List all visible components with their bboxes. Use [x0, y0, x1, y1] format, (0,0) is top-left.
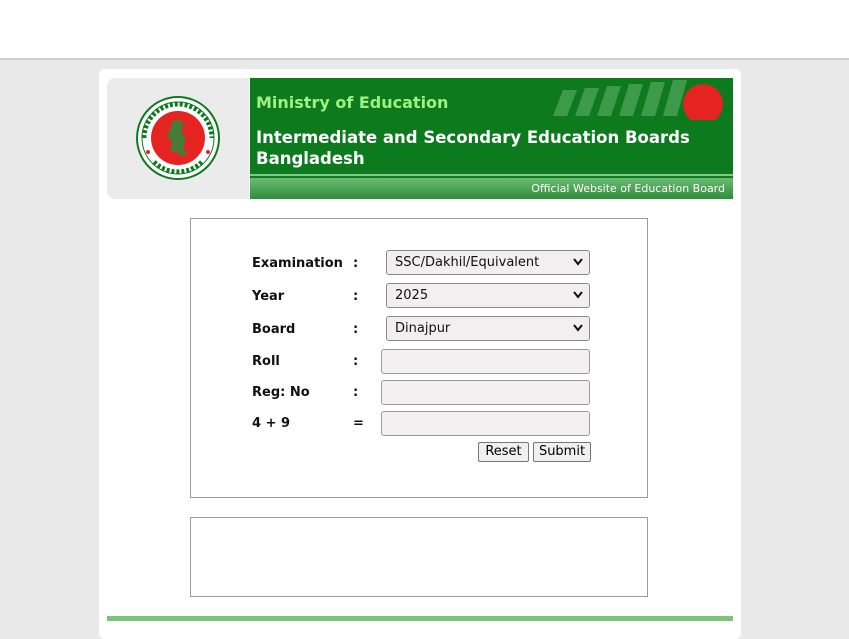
board-select-value: Dinajpur: [395, 321, 451, 336]
banner-divider: [250, 174, 733, 176]
site-header: [107, 78, 733, 199]
chevron-down-icon: [573, 291, 583, 299]
year-colon: :: [353, 289, 359, 304]
logo-panel: [107, 78, 249, 199]
roll-input[interactable]: [381, 349, 590, 374]
captcha-answer-input[interactable]: [381, 411, 590, 436]
board-label: Board: [252, 322, 296, 337]
reset-button[interactable]: Reset: [478, 442, 529, 462]
examination-label: Examination: [252, 256, 343, 271]
page-container: [99, 69, 741, 639]
official-website-caption: Official Website of Education Board: [250, 178, 733, 199]
year-label: Year: [252, 289, 285, 304]
examination-select[interactable]: [386, 250, 590, 275]
chevron-down-icon: [573, 324, 583, 332]
roll-label: Roll: [252, 354, 280, 369]
site-title-line-1: Intermediate and Secondary Education Boards: [256, 128, 690, 147]
board-colon: :: [353, 322, 359, 337]
board-select[interactable]: [386, 316, 590, 341]
government-seal-icon: [136, 96, 220, 180]
submit-button[interactable]: Submit: [533, 442, 591, 462]
reg-no-colon: :: [353, 385, 359, 400]
decorative-stripes: [513, 78, 733, 120]
captcha-question-label: 4 + 9: [252, 416, 291, 431]
browser-top-bar: [0, 0, 849, 60]
result-search-form: [190, 218, 648, 498]
footer-divider: [107, 616, 733, 621]
examination-colon: :: [353, 256, 359, 271]
reg-no-label: Reg: No: [252, 385, 310, 400]
site-title-line-2: Bangladesh: [256, 149, 365, 168]
year-select-value: 2025: [395, 288, 429, 303]
header-banner: [250, 78, 733, 199]
site-title: [256, 127, 726, 169]
reg-no-input[interactable]: [381, 380, 590, 405]
chevron-down-icon: [573, 258, 583, 266]
roll-colon: :: [353, 354, 359, 369]
captcha-equals: =: [353, 416, 364, 431]
ministry-heading: Ministry of Education: [256, 93, 449, 112]
result-display-box: [190, 517, 648, 597]
year-select[interactable]: [386, 283, 590, 308]
examination-select-value: SSC/Dakhil/Equivalent: [395, 255, 540, 270]
